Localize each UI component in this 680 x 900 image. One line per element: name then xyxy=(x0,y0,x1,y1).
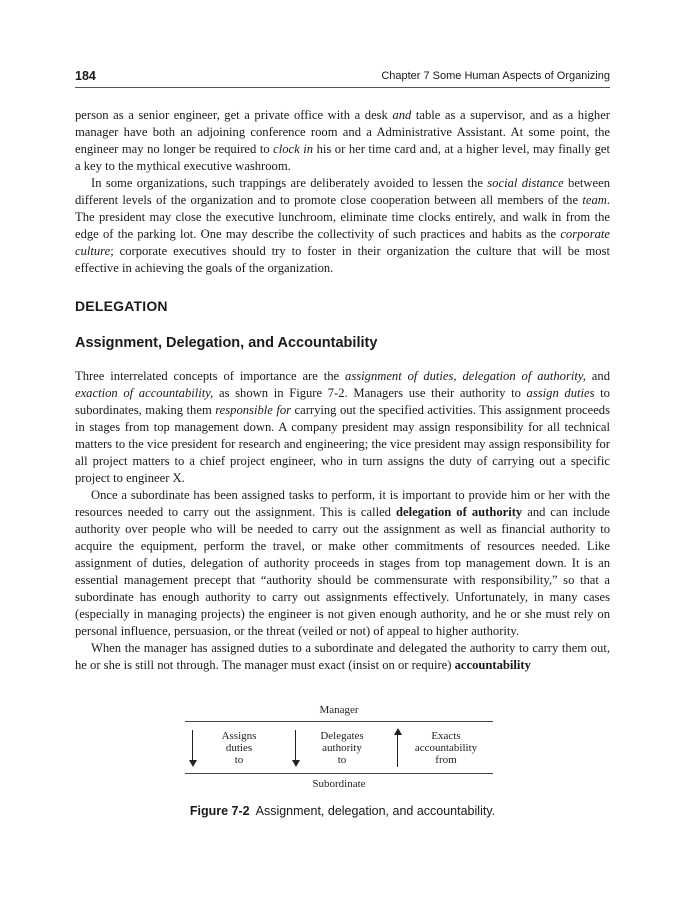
figure-column-assigns xyxy=(205,730,273,766)
figure-column-line: from xyxy=(435,754,457,766)
body-text-block-2 xyxy=(75,368,610,674)
text-run: When the manager has assigned duties to a subordinate and delegated the authority to carry them out, he or she is still not through. The manager must exact (insist on or require) xyxy=(75,641,610,672)
text-run: his or her time card and, at a higher level, may finally get a key to the mythical executive washroom. xyxy=(75,142,610,173)
up-arrow-icon xyxy=(393,728,403,768)
paragraph xyxy=(75,487,610,640)
emphasis-text: social distance xyxy=(487,176,564,190)
figure-column-line: duties xyxy=(225,742,253,754)
figure-column-delegates xyxy=(303,730,381,766)
figure-7-2 xyxy=(185,704,493,792)
emphasis-text: team xyxy=(582,193,607,207)
section-heading: DELEGATION xyxy=(75,298,168,314)
figure-top-rule xyxy=(185,721,493,722)
paragraph xyxy=(75,175,610,277)
emphasis-text: and xyxy=(392,108,412,122)
text-run: to subordinates, making them xyxy=(75,386,610,417)
down-arrow-icon xyxy=(291,730,301,768)
emphasis-text: clock in xyxy=(273,142,314,156)
figure-column-line: to xyxy=(337,754,347,766)
text-run: Three interrelated concepts of importance are the xyxy=(75,369,346,383)
down-arrow-icon xyxy=(188,730,198,768)
figure-bottom-rule xyxy=(185,773,493,774)
figure-caption-label: Figure 7-2 xyxy=(189,804,250,818)
page-number: 184 xyxy=(75,69,96,83)
paragraph xyxy=(75,368,610,487)
text-run: In some organizations, such trappings are deliberately avoided to lessen the xyxy=(91,176,488,190)
paragraph xyxy=(75,640,610,674)
figure-column-line: Assigns xyxy=(221,730,257,742)
text-run: as shown in Figure 7-2. Managers use their authority to xyxy=(213,386,527,400)
figure-caption xyxy=(75,804,610,818)
text-run: ; corporate executives should try to foster in their organization the culture that will be most effective in achieving the goals of the organization. xyxy=(75,244,610,275)
text-run: carrying out the specified activities. This assignment proceeds in stages from top management down. A company president may assign responsibility for all technical matters to the vice president for research and engineering; the vice president may assign responsibility for all project matters to a chief project engineer, who in turn assigns the duty of carrying out a specific project to engineer X. xyxy=(75,403,610,485)
figure-manager-label: Manager xyxy=(319,704,359,716)
text-run: table as a supervisor, and as a higher manager have both an adjoining conference room and a Administrative Assistant. At some point, the engineer may no longer be required to xyxy=(75,108,610,156)
figure-column-line: accountability xyxy=(414,742,478,754)
paragraph xyxy=(75,107,610,175)
chapter-title: Chapter 7 Some Human Aspects of Organizing xyxy=(381,70,610,82)
figure-column-line: to xyxy=(234,754,244,766)
figure-column-line: Delegates xyxy=(320,730,364,742)
bold-term: delegation of authority xyxy=(396,505,523,519)
figure-caption-text: Assignment, delegation, and accountability. xyxy=(255,804,496,818)
figure-column-line: Exacts xyxy=(431,730,461,742)
emphasis-text: responsible for xyxy=(215,403,292,417)
text-run: Once a subordinate has been assigned tasks to perform, it is important to provide him or her with the resources needed to carry out the assignment. This is called xyxy=(75,488,610,519)
figure-column-exacts xyxy=(405,730,487,766)
text-run: between different levels of the organization and to promote close cooperation between all members of the xyxy=(75,176,610,207)
body-text-block-1 xyxy=(75,107,610,277)
bold-term: accountability xyxy=(454,658,531,672)
emphasis-text: corporate culture xyxy=(75,227,610,258)
text-run: person as a senior engineer, get a private office with a desk xyxy=(75,108,393,122)
running-head xyxy=(75,69,610,88)
text-run: and can include authority over people who will be needed to carry out the assignment as well as financial authority to acquire the equipment, perform the travel, or make other commitments of resources needed. Like assignment of duties, delegation of authority proceeds in stages from top management down. It is an essential management precept that “authority should be commensurate with responsibility,” so that a subordinate has enough authority to carry out assignments effectively. Unfortunately, in many cases (especially in managing projects) the engineer is not given enough authority, and he or she must rely on personal influence, persuasion, or the threat (veiled or not) of appeal to higher authority. xyxy=(75,505,610,638)
text-run: and xyxy=(585,369,610,383)
emphasis-text: exaction of accountability, xyxy=(75,386,214,400)
emphasis-text: assignment of duties, delegation of authority, xyxy=(345,369,586,383)
figure-subordinate-label: Subordinate xyxy=(312,778,366,790)
text-run: . The president may close the executive lunchroom, eliminate time clocks entirely, and walk in from the edge of the parking lot. One may describe the collectivity of such practices and habits as the xyxy=(75,193,610,241)
emphasis-text: assign duties xyxy=(526,386,595,400)
figure-column-line: authority xyxy=(322,742,362,754)
subsection-heading: Assignment, Delegation, and Accountability xyxy=(75,335,378,351)
